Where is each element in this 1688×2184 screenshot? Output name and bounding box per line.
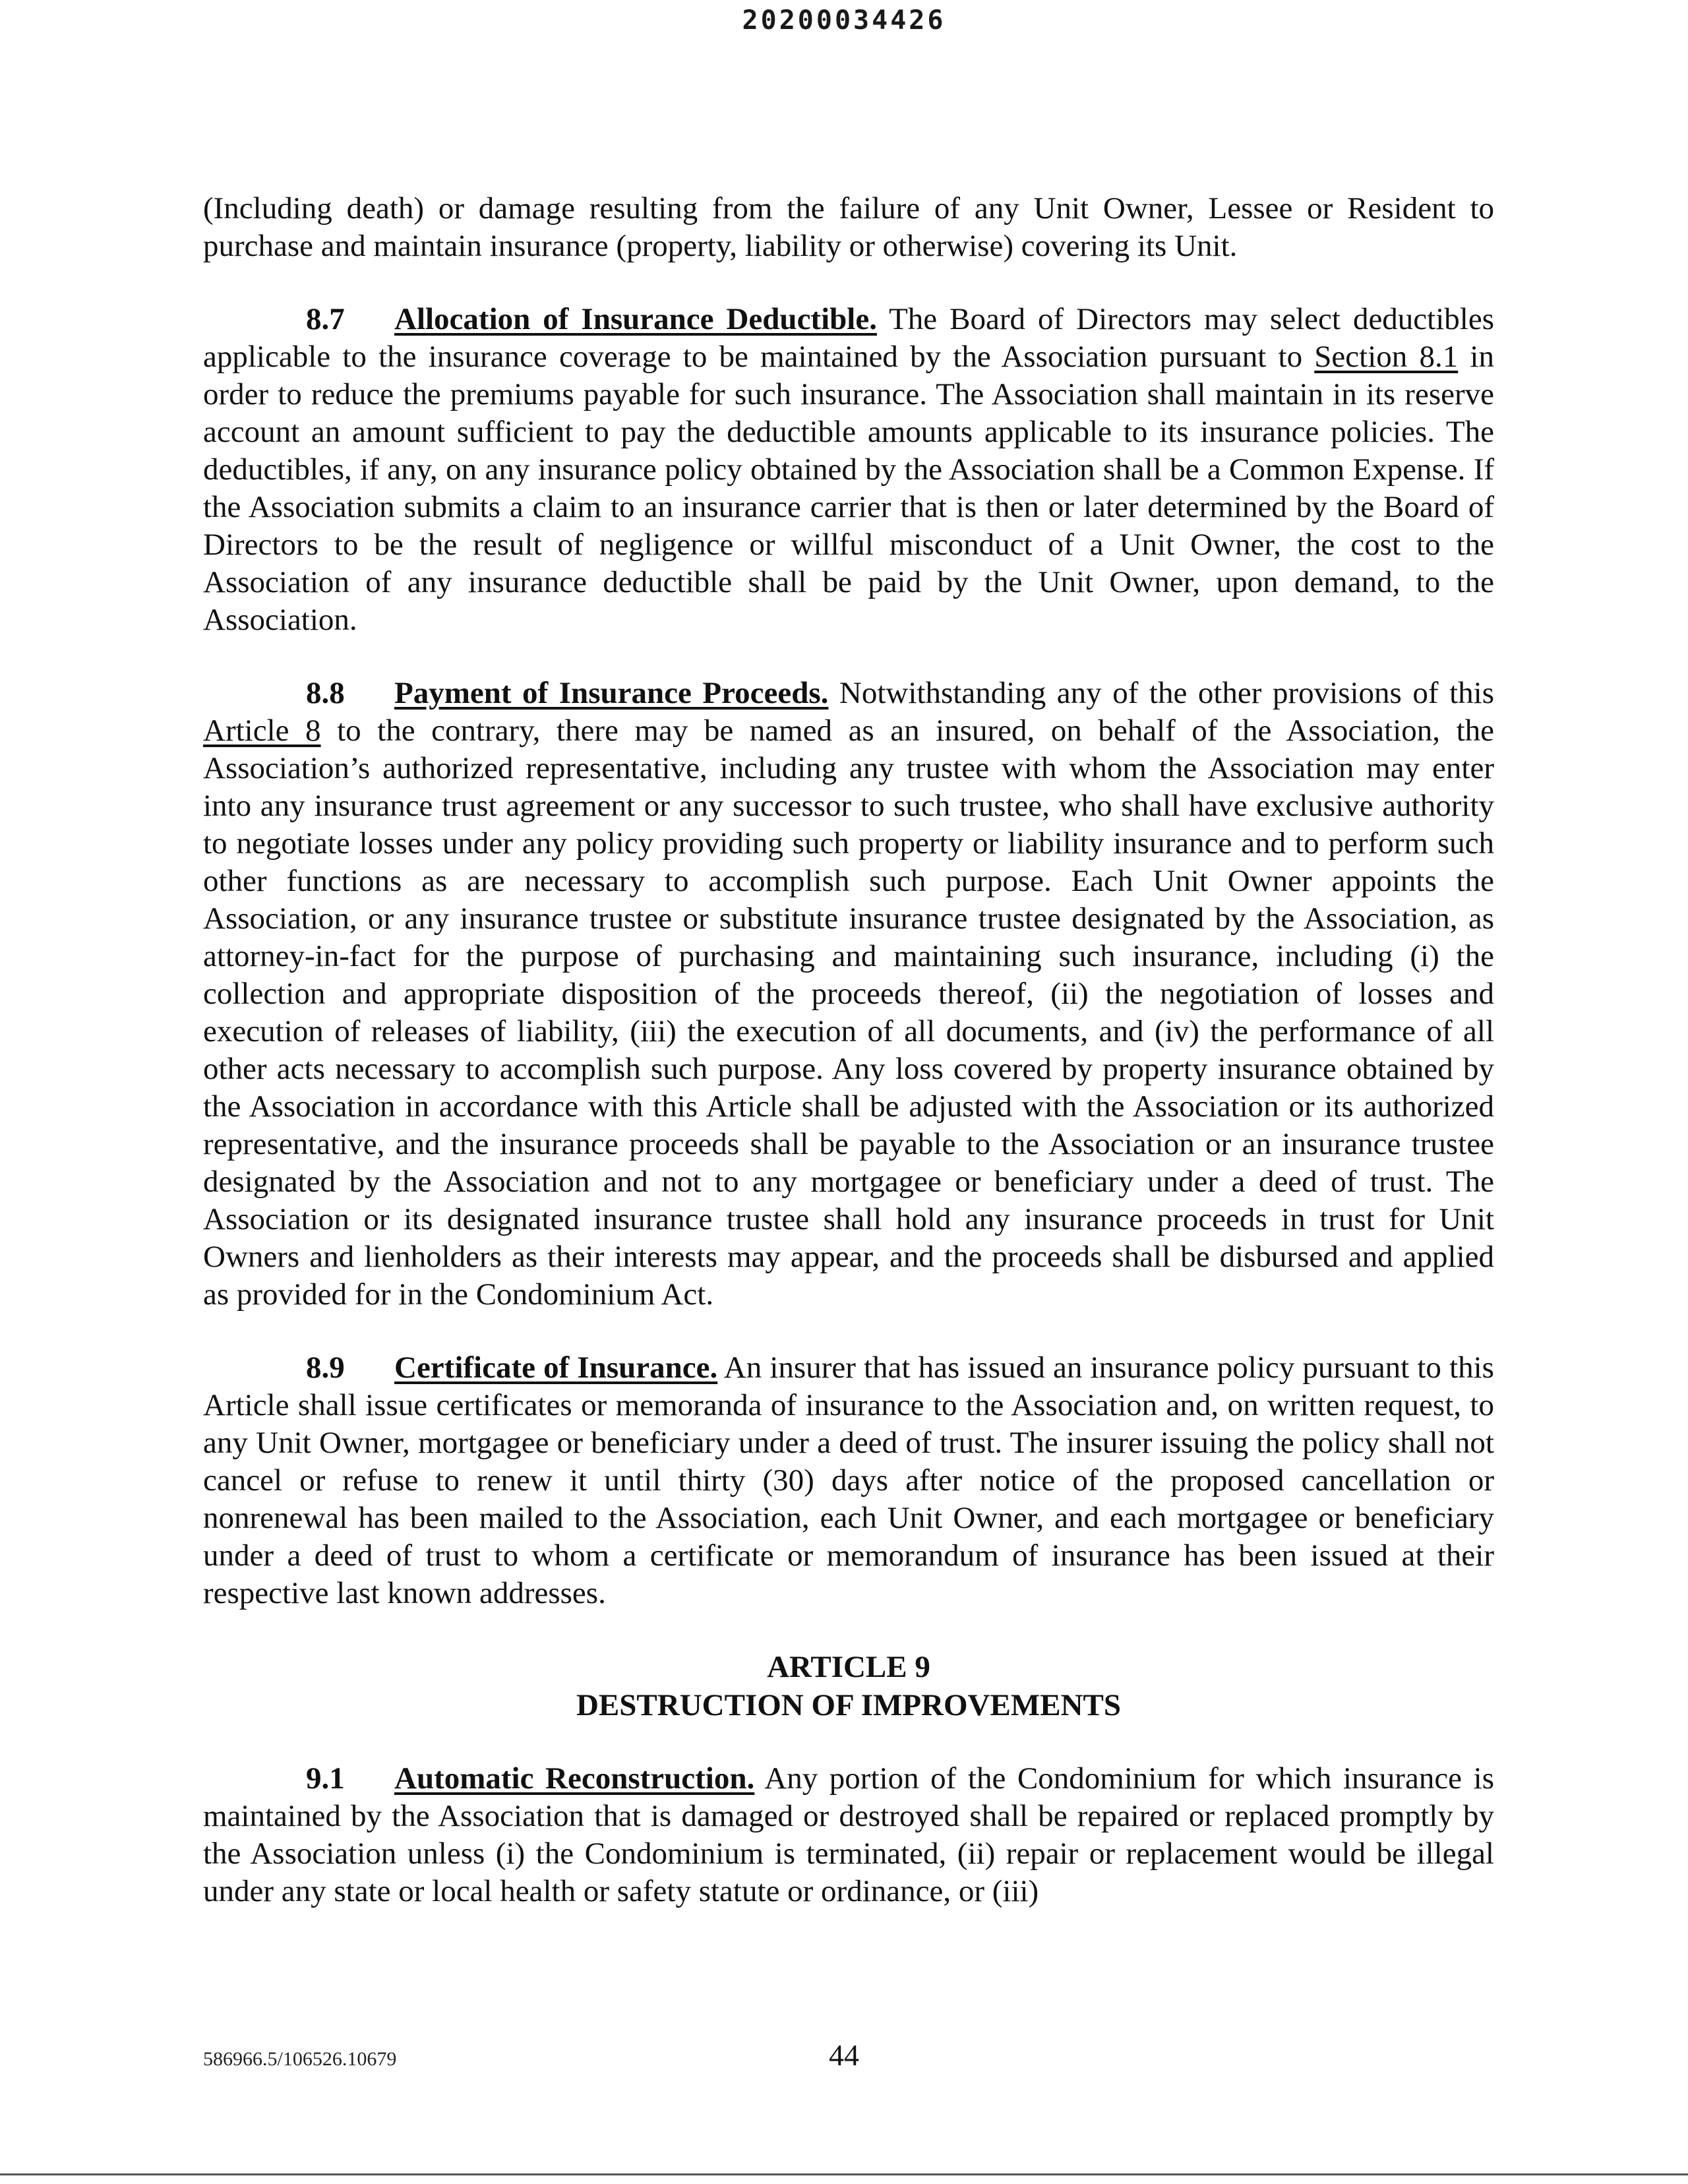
- section-8-7-number: 8.7: [306, 302, 345, 336]
- section-8-1-reference: Section 8.1: [1314, 340, 1459, 374]
- section-8-8-title: Payment of Insurance Proceeds.: [394, 676, 829, 710]
- section-8-8-text-b: to the contrary, there may be named as an insured, on behalf of the Association, the Association’s authorized representative, including any trustee with whom the Association may enter into any insurance trust agreement or any successor to such trustee, who shall have exclusive authority to negotiate losses under any policy providing such property or liability insurance and to perform such other functions as are necessary to accomplish such purpose. Each Unit Owner appoints the Association, or any insurance trustee or substitute insurance trustee designated by the Association, as attorney-in-fact for the purpose of purchasing and maintaining such insurance, including (i) the collection and appropriate disposition of the proceeds thereof, (ii) the negotiation of losses and execution of releases of liability, (iii) the execution of all documents, and (iv) the performance of all other acts necessary to accomplish such purpose. Any loss covered by property insurance obtained by the Association in accordance with this Article shall be adjusted with the Association or its authorized representative, and the insurance proceeds shall be payable to the Association or an insurance trustee designated by the Association and not to any mortgagee or beneficiary under a deed of trust. The Association or its designated insurance trustee shall hold any insurance proceeds in trust for Unit Owners and lienholders as their interests may appear, and the proceeds shall be disbursed and applied as provided for in the Condominium Act.: [203, 713, 1494, 1312]
- article-9-heading: [203, 1648, 1494, 1724]
- section-8-9-title: Certificate of Insurance.: [394, 1350, 718, 1385]
- section-8-8-paragraph: [203, 675, 1494, 1314]
- continuation-paragraph: [203, 190, 1494, 265]
- section-8-7-text-a: The Board of Directors may select deductibles applicable to the insurance coverage to be maintained by the Association pursuant to: [203, 302, 1494, 374]
- section-9-1-title: Automatic Reconstruction.: [394, 1761, 755, 1796]
- section-9-1-paragraph: [203, 1760, 1494, 1910]
- section-9-1-text: Any portion of the Condominium for which insurance is maintained by the Association that is damaged or destroyed shall be repaired or replaced promptly by the Association unless (i) the Condominium is terminated, (ii) repair or replacement would be illegal under any state or local health or safety statute or ordinance, or (iii): [203, 1761, 1494, 1908]
- section-8-8-number: 8.8: [306, 676, 345, 710]
- continuation-text: (Including death) or damage resulting from the failure of any Unit Owner, Lessee or Resident to purchase and maintain insurance (property, liability or otherwise) covering its Unit.: [203, 191, 1494, 263]
- footer-document-code: 586966.5/106526.10679: [203, 2048, 397, 2070]
- section-8-8-text-a: Notwithstanding any of the other provisions of this: [828, 676, 1494, 710]
- section-8-9-text: An insurer that has issued an insurance policy pursuant to this Article shall issue certificates or memoranda of insurance to the Association and, on written request, to any Unit Owner, mortgagee or beneficiary under a deed of trust. The insurer issuing the policy shall not cancel or refuse to renew it until thirty (30) days after notice of the proposed cancellation or nonrenewal has been mailed to the Association, each Unit Owner, and each mortgagee or beneficiary under a deed of trust to whom a certificate or memorandum of insurance has been issued at their respective last known addresses.: [203, 1350, 1494, 1610]
- section-8-9-number: 8.9: [306, 1350, 345, 1385]
- section-8-7-text-b: in order to reduce the premiums payable for such insurance. The Association shall maintain in its reserve account an amount sufficient to pay the deductible amounts applicable to its insurance policies. The deductibles, if any, on any insurance policy obtained by the Association shall be a Common Expense. If the Association submits a claim to an insurance carrier that is then or later determined by the Board of Directors to be the result of negligence or willful misconduct of a Unit Owner, the cost to the Association of any insurance deductible shall be paid by the Unit Owner, upon demand, to the Association.: [203, 340, 1494, 637]
- section-8-9-paragraph: [203, 1349, 1494, 1612]
- article-9-title: DESTRUCTION OF IMPROVEMENTS: [576, 1688, 1122, 1722]
- article-8-reference: Article 8: [203, 713, 321, 748]
- recording-number: 20200034426: [742, 5, 946, 36]
- page-number: 44: [829, 2038, 859, 2072]
- bottom-divider: [0, 2173, 1688, 2175]
- document-body: [203, 190, 1494, 1946]
- article-9-label: ARTICLE 9: [767, 1650, 930, 1684]
- section-9-1-number: 9.1: [306, 1761, 345, 1796]
- section-8-7-title: Allocation of Insurance Deductible.: [394, 302, 877, 336]
- section-8-7-paragraph: [203, 301, 1494, 639]
